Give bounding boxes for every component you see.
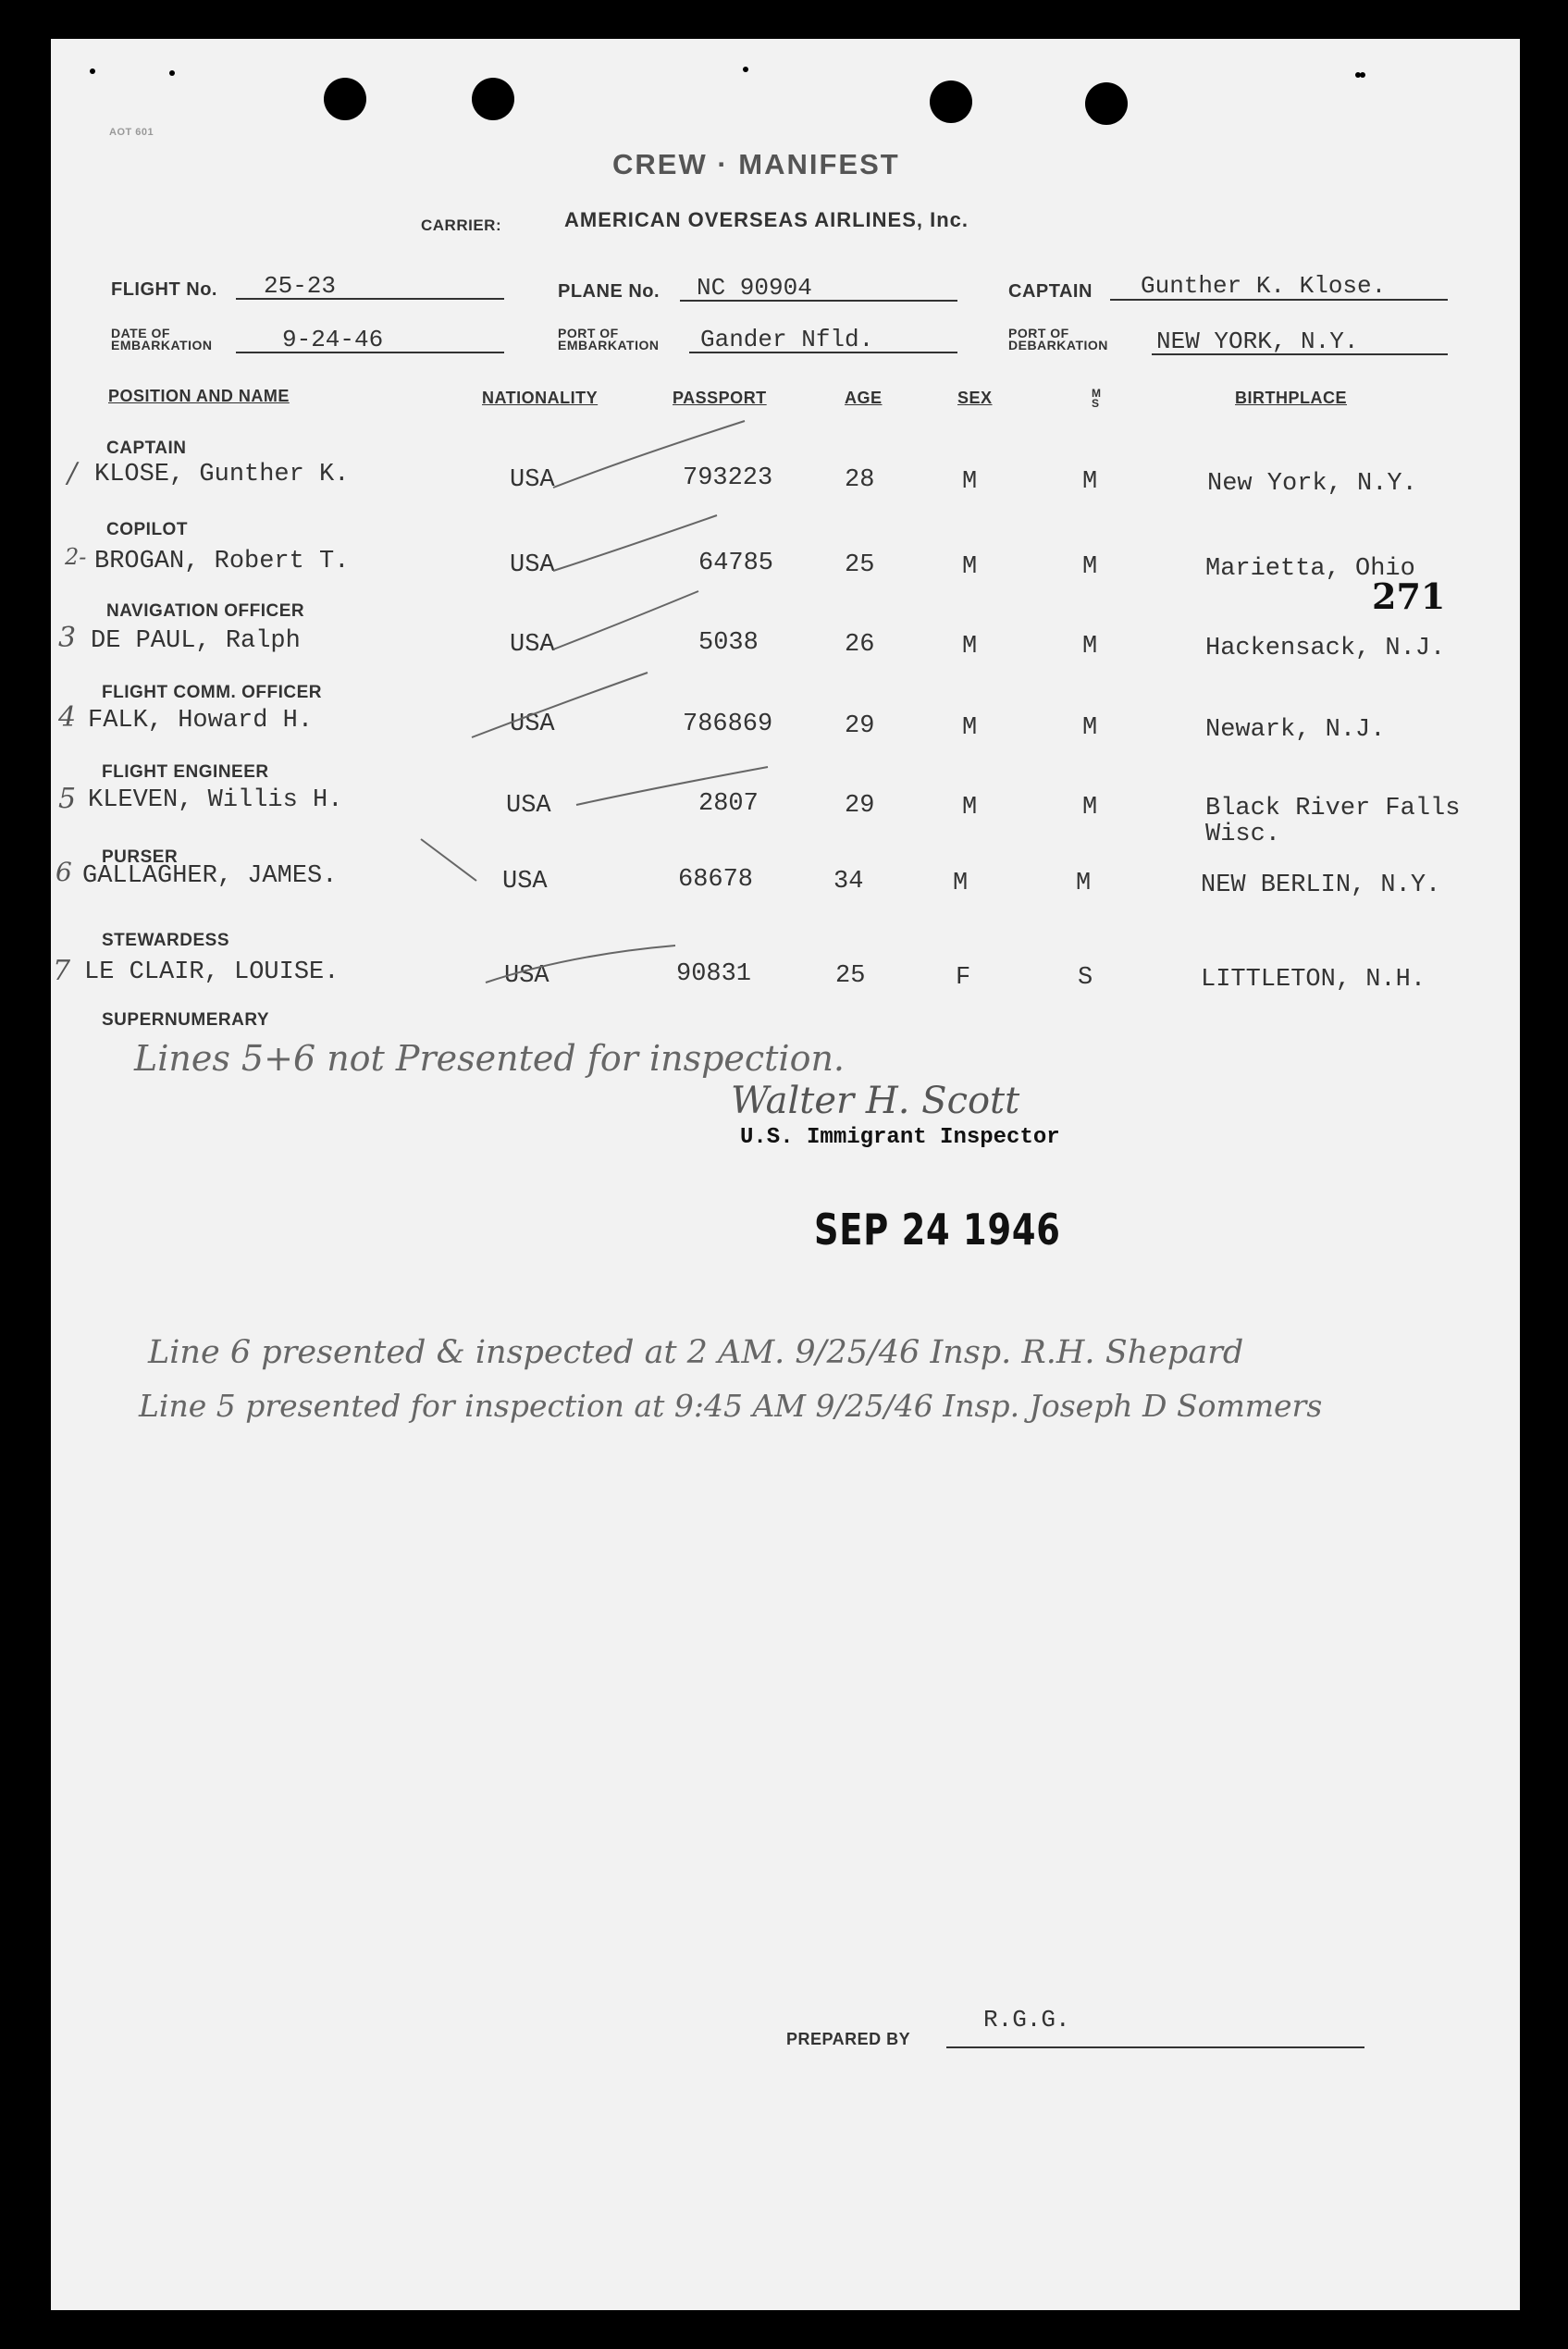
crew-birthplace: Hackensack, N.J. [1205, 635, 1446, 662]
inspector-signature: Walter H. Scott [731, 1080, 1020, 1122]
crew-nationality: USA [510, 466, 555, 494]
crew-sex: M [962, 794, 978, 822]
line-number: 3 [58, 622, 77, 654]
embarkation-date: 9-24-46 [282, 326, 384, 353]
crew-name: KLOSE, Gunther K. [94, 461, 350, 488]
line-number: 4 [58, 701, 77, 734]
crew-age: 25 [835, 962, 866, 990]
col-age: AGE [845, 389, 883, 407]
crew-sex: M [953, 870, 969, 897]
crew-name: GALLAGHER, JAMES. [82, 862, 338, 890]
line-number: 6 [56, 857, 72, 887]
col-position: POSITION AND NAME [108, 387, 290, 405]
crew-marital: M [1082, 468, 1098, 496]
crew-passport: 64785 [698, 550, 774, 577]
crew-nationality: USA [506, 792, 551, 820]
crew-passport: 786869 [683, 711, 773, 738]
date-stamp: SEP 24 1946 [814, 1205, 1061, 1255]
crew-age: 29 [845, 712, 875, 740]
captain-label: CAPTAIN [1008, 281, 1093, 302]
crew-sex: M [962, 468, 978, 496]
col-birthplace: BIRTHPLACE [1235, 389, 1347, 407]
crew-passport: 68678 [678, 866, 754, 894]
line-number: / [68, 457, 78, 489]
flight-number: 25-23 [264, 272, 337, 300]
col-marital: M S [1092, 387, 1102, 410]
crew-age: 25 [845, 551, 875, 579]
line-number: 7 [53, 955, 71, 987]
crew-nationality: USA [502, 868, 548, 896]
plane-label: PLANE No. [558, 281, 661, 302]
crew-role: NAVIGATION OFFICER [106, 601, 305, 621]
crew-age: 26 [845, 631, 875, 659]
prepared-by: R.G.G. [983, 2006, 1070, 2034]
crew-marital: S [1078, 964, 1093, 992]
handwritten-note-line6: Line 6 presented & inspected at 2 AM. 9/25/46 Insp. R.H. Shepard [148, 1334, 1244, 1371]
crew-nationality: USA [510, 631, 555, 659]
crew-passport: 2807 [698, 790, 759, 818]
line-number: 5 [58, 783, 77, 815]
port-embarkation: Gander Nfld. [700, 326, 874, 353]
crew-birthplace: NEW BERLIN, N.Y. [1201, 872, 1441, 899]
crew-role: PURSER [102, 847, 179, 867]
port-debarkation-label: PORT OF DEBARKATION [1008, 326, 1108, 352]
crew-birthplace: Marietta, Ohio [1205, 555, 1415, 583]
crew-sex: M [962, 633, 978, 661]
crew-name: KLEVEN, Willis H. [88, 786, 343, 814]
crew-birthplace: New York, N.Y. [1207, 470, 1417, 498]
crew-birthplace: Newark, N.J. [1205, 716, 1386, 744]
form-number: AOT 601 [109, 127, 154, 138]
crew-name: DE PAUL, Ralph [91, 627, 301, 655]
manifest-title: CREW · MANIFEST [612, 148, 900, 180]
supernumerary-label: SUPERNUMERARY [102, 1010, 270, 1030]
crew-marital: M [1082, 633, 1098, 661]
crew-role: COPILOT [106, 520, 188, 539]
crew-passport: 793223 [683, 464, 773, 492]
crew-age: 34 [833, 868, 864, 896]
crew-role: FLIGHT COMM. OFFICER [102, 683, 322, 702]
inspector-title: U.S. Immigrant Inspector [740, 1125, 1060, 1150]
page-number: 271 [1372, 575, 1446, 617]
flight-label: FLIGHT No. [111, 279, 217, 300]
captain-name: Gunther K. Klose. [1141, 272, 1387, 300]
handwritten-note: Lines 5+6 not Presented for inspection. [134, 1038, 846, 1079]
handwritten-note-line5: Line 5 presented for inspection at 9:45 AM 9/25/46 Insp. Joseph D Sommers [139, 1388, 1323, 1424]
plane-number: NC 90904 [697, 274, 812, 302]
crew-role: CAPTAIN [106, 439, 187, 458]
crew-marital: M [1082, 794, 1098, 822]
crew-age: 29 [845, 792, 875, 820]
crew-marital: M [1082, 553, 1098, 581]
crew-marital: M [1076, 870, 1092, 897]
check-strokes [51, 39, 1520, 2310]
crew-name: LE CLAIR, LOUISE. [84, 958, 340, 986]
port-debarkation: NEW YORK, N.Y. [1156, 328, 1359, 355]
crew-nationality: USA [504, 962, 549, 990]
date-label: DATE OF EMBARKATION [111, 326, 213, 352]
crew-nationality: USA [510, 551, 555, 579]
crew-nationality: USA [510, 711, 555, 738]
line-number: 2- [65, 544, 87, 570]
crew-role: STEWARDESS [102, 931, 230, 950]
port-embarkation-label: PORT OF EMBARKATION [558, 326, 660, 352]
col-passport: PASSPORT [673, 389, 767, 407]
crew-role: FLIGHT ENGINEER [102, 762, 269, 782]
crew-birthplace: Black River Falls Wisc. [1205, 795, 1461, 848]
crew-age: 28 [845, 466, 875, 494]
crew-sex: F [956, 964, 971, 992]
crew-birthplace: LITTLETON, N.H. [1201, 966, 1426, 994]
col-sex: SEX [957, 389, 993, 407]
crew-marital: M [1082, 714, 1098, 742]
prepared-by-label: PREPARED BY [786, 2030, 911, 2048]
crew-sex: M [962, 553, 978, 581]
col-nationality: NATIONALITY [482, 389, 599, 407]
crew-name: FALK, Howard H. [88, 707, 314, 735]
carrier-label: CARRIER: [421, 216, 502, 234]
carrier-name: AMERICAN OVERSEAS AIRLINES, Inc. [564, 208, 969, 231]
crew-passport: 5038 [698, 629, 759, 657]
crew-passport: 90831 [676, 960, 752, 988]
crew-sex: M [962, 714, 978, 742]
crew-name: BROGAN, Robert T. [94, 548, 350, 575]
manifest-page [51, 39, 1520, 2310]
